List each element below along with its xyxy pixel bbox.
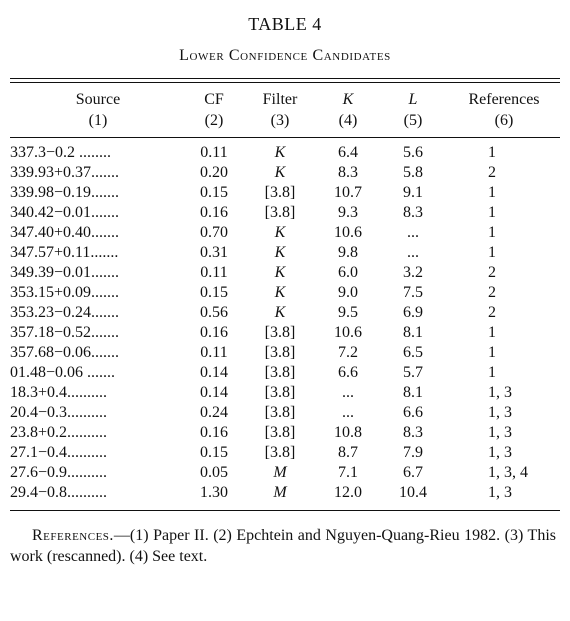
cell-k: 6.6 (338, 364, 358, 381)
table-row (10, 323, 560, 343)
cell-filter: [3.8] (264, 204, 296, 221)
cell-l: 6.6 (403, 404, 423, 421)
table-row (10, 443, 560, 463)
cell-source: 357.18−0.52....... (10, 324, 120, 341)
cell-source: 27.6−0.9.......... (10, 464, 108, 481)
cell-filter: K (274, 144, 286, 161)
cell-k: 9.3 (338, 204, 358, 221)
cell-l: ... (407, 224, 419, 241)
cell-source: 349.39−0.01....... (10, 264, 120, 281)
cell-cf: 0.14 (200, 364, 228, 381)
cell-cf: 0.15 (200, 284, 228, 301)
cell-filter: [3.8] (264, 384, 296, 401)
cell-filter: K (274, 224, 286, 241)
table-row (10, 223, 560, 243)
table-row (10, 423, 560, 443)
cell-source: 339.98−0.19....... (10, 184, 120, 201)
cell-source: 18.3+0.4.......... (10, 384, 108, 401)
cell-references: 2 (488, 264, 496, 281)
cell-l: 6.7 (403, 464, 423, 481)
cell-references: 1 (488, 344, 496, 361)
col-index-references: (6) (448, 110, 560, 138)
cell-filter: K (274, 244, 286, 261)
table-row (10, 463, 560, 483)
cell-references: 1, 3 (488, 404, 512, 421)
cell-l: 6.9 (403, 304, 423, 321)
cell-source: 340.42−0.01....... (10, 204, 120, 221)
cell-l: 8.3 (403, 424, 423, 441)
table-row (10, 343, 560, 363)
table-body (10, 138, 560, 511)
header-label-row (10, 83, 560, 110)
cell-cf: 0.56 (200, 304, 228, 321)
cell-l: 3.2 (403, 264, 423, 281)
cell-references: 2 (488, 164, 496, 181)
cell-filter: [3.8] (264, 184, 296, 201)
cell-source: 347.40+0.40....... (10, 224, 120, 241)
cell-references: 1, 3 (488, 384, 512, 401)
cell-filter: [3.8] (264, 444, 296, 461)
table-number: TABLE 4 (248, 14, 322, 34)
cell-filter: [3.8] (264, 324, 296, 341)
table-row (10, 283, 560, 303)
cell-source: 337.3−0.2 ........ (10, 144, 112, 161)
col-header-source: Source (75, 91, 121, 108)
cell-cf: 0.14 (200, 384, 228, 401)
cell-l: 5.7 (403, 364, 423, 381)
cell-k: 10.6 (334, 324, 362, 341)
cell-references: 1 (488, 324, 496, 341)
cell-k: 10.6 (334, 224, 362, 241)
cell-cf: 0.05 (200, 464, 228, 481)
table-row (10, 243, 560, 263)
references-note (10, 525, 560, 567)
table-row (10, 363, 560, 383)
cell-k: 9.5 (338, 304, 358, 321)
cell-cf: 0.11 (200, 144, 228, 161)
cell-source: 20.4−0.3.......... (10, 404, 108, 421)
table-row (10, 383, 560, 403)
cell-k: ... (342, 404, 354, 421)
col-header-filter: Filter (262, 91, 298, 108)
table-row (10, 138, 560, 164)
header-index-row (10, 110, 560, 138)
cell-filter: M (242, 483, 318, 511)
references-text: —(1) Paper II. (2) Epchtein and Nguyen-Quang-Rieu 1982. (3) This work (rescanned). (4) See text. (10, 527, 556, 565)
table-row (10, 483, 560, 511)
cell-l: 7.9 (403, 444, 423, 461)
cell-cf: 0.15 (200, 444, 228, 461)
table-title: Lower Confidence Candidates (179, 47, 391, 64)
cell-l: 5.8 (403, 164, 423, 181)
cell-source: 353.23−0.24....... (10, 304, 120, 321)
col-index-k: (4) (318, 110, 378, 138)
cell-l: 9.1 (403, 184, 423, 201)
cell-cf: 0.31 (200, 244, 228, 261)
cell-source: 27.1−0.4.......... (10, 444, 108, 461)
cell-k: 10.7 (334, 184, 362, 201)
col-header-cf: CF (204, 91, 224, 108)
cell-filter: K (274, 164, 286, 181)
cell-l: 10.4 (378, 483, 448, 511)
cell-references: 1 (488, 144, 496, 161)
table-row (10, 163, 560, 183)
cell-references: 1, 3 (488, 444, 512, 461)
cell-cf: 0.11 (200, 264, 228, 281)
cell-references: 1, 3 (488, 424, 512, 441)
cell-k: 8.3 (338, 164, 358, 181)
cell-l: 8.1 (403, 324, 423, 341)
col-index-source: (1) (10, 110, 186, 138)
cell-k: 9.8 (338, 244, 358, 261)
cell-k: 8.7 (338, 444, 358, 461)
cell-k: 10.8 (334, 424, 362, 441)
cell-references: 1 (488, 364, 496, 381)
cell-filter: [3.8] (264, 364, 296, 381)
cell-source: 347.57+0.11....... (10, 244, 119, 261)
col-index-cf: (2) (186, 110, 242, 138)
cell-cf: 0.70 (200, 224, 228, 241)
cell-k: 7.1 (338, 464, 358, 481)
cell-source: 01.48−0.06 ....... (10, 364, 116, 381)
cell-k: 7.2 (338, 344, 358, 361)
cell-filter: [3.8] (264, 424, 296, 441)
cell-l: 5.6 (403, 144, 423, 161)
cell-source: 339.93+0.37....... (10, 164, 120, 181)
cell-cf: 0.20 (200, 164, 228, 181)
cell-references: 1 (488, 224, 496, 241)
cell-filter: K (274, 284, 286, 301)
cell-l: 7.5 (403, 284, 423, 301)
table-row (10, 203, 560, 223)
cell-cf: 1.30 (186, 483, 242, 511)
col-index-l: (5) (378, 110, 448, 138)
cell-filter: K (274, 304, 286, 321)
cell-references: 1, 3 (448, 483, 560, 511)
cell-source: 29.4−0.8.......... (10, 483, 186, 511)
table-row (10, 263, 560, 283)
cell-cf: 0.16 (200, 424, 228, 441)
table-row (10, 183, 560, 203)
cell-references: 2 (488, 284, 496, 301)
cell-references: 1 (488, 244, 496, 261)
cell-source: 23.8+0.2.......... (10, 424, 108, 441)
cell-l: ... (407, 244, 419, 261)
cell-references: 1, 3, 4 (488, 464, 528, 481)
cell-cf: 0.16 (200, 324, 228, 341)
cell-cf: 0.15 (200, 184, 228, 201)
references-lead: References. (32, 527, 114, 544)
cell-k: ... (342, 384, 354, 401)
col-header-k: K (342, 91, 354, 108)
table-row (10, 303, 560, 323)
cell-k: 9.0 (338, 284, 358, 301)
cell-k: 6.4 (338, 144, 358, 161)
col-header-references: References (468, 91, 540, 108)
cell-k: 6.0 (338, 264, 358, 281)
cell-references: 2 (488, 304, 496, 321)
cell-l: 6.5 (403, 344, 423, 361)
table-row (10, 403, 560, 423)
cell-filter: [3.8] (264, 404, 296, 421)
cell-references: 1 (488, 204, 496, 221)
cell-cf: 0.11 (200, 344, 228, 361)
cell-filter: M (273, 464, 287, 481)
cell-cf: 0.24 (200, 404, 228, 421)
col-header-l: L (408, 91, 418, 108)
candidates-table (10, 83, 560, 511)
cell-source: 353.15+0.09....... (10, 284, 120, 301)
cell-cf: 0.16 (200, 204, 228, 221)
col-index-filter: (3) (242, 110, 318, 138)
cell-references: 1 (488, 184, 496, 201)
cell-l: 8.1 (403, 384, 423, 401)
cell-k: 12.0 (318, 483, 378, 511)
cell-source: 357.68−0.06....... (10, 344, 120, 361)
cell-l: 8.3 (403, 204, 423, 221)
cell-filter: [3.8] (264, 344, 296, 361)
cell-filter: K (274, 264, 286, 281)
